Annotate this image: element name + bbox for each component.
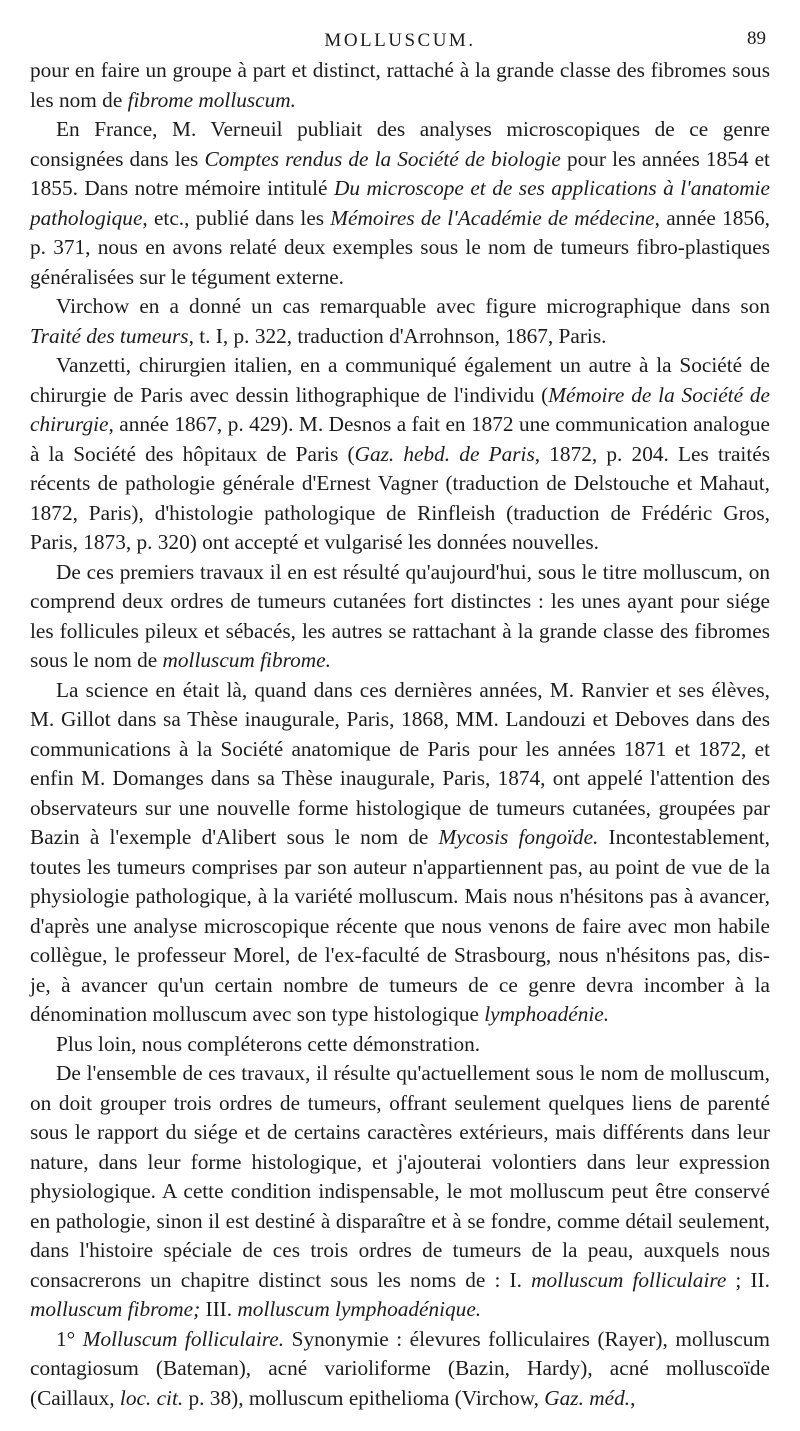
paragraph	[30, 1030, 770, 1060]
text-run: ; II.	[726, 1267, 770, 1292]
running-head	[30, 16, 770, 56]
body-text	[30, 56, 770, 1413]
text-run: , t. I, p. 322, traduction d'Arrohnson, 1867, Paris.	[188, 323, 607, 348]
italic-text: Mémoires de l'Académie de médecine	[330, 205, 655, 230]
book-page	[30, 16, 770, 1413]
paragraph	[30, 351, 770, 558]
text-run: 1°	[56, 1326, 83, 1351]
text-run: pour en faire un groupe à part et distinct, rattaché à la grande classe des fibromes sous les nom de	[30, 58, 770, 112]
italic-text: Traité des tumeurs	[30, 323, 189, 348]
text-run: Incontestablement, toutes les tumeurs comprises par son auteur n'appartiennent pas, au point de vue de la physiologie pathologique, à la variété molluscum. Mais nous n'hésitons pas à avancer, d'après une analyse microscopique récente que nous venons de faire avec mon habile collègue, le professeur Morel, de l'ex-faculté de Strasbourg, nous n'hésitons pas, dis-je, à avancer qu'un certain nombre de tumeurs de ce genre devra incomber à la dénomination molluscum avec son type histologique	[30, 825, 770, 1026]
text-run: De l'ensemble de ces travaux, il résulte qu'actuellement sous le nom de molluscum, on doit grouper trois ordres de tumeurs, offrant seulement quelques liens de parenté sous le rapport du siége et de certains caractères extérieurs, mais différents dans leur nature, dans leur forme histologique, et j'ajouterai volontiers dans leur expression physiologique. A cette condition indispensable, le mot molluscum peut être conservé en pathologie, sinon il est destiné à disparaître et à se fondre, comme détail seulement, dans l'histoire spéciale de ces trois ordres de tumeurs de la peau, auxquels nous consacrerons un chapitre distinct sous les noms de : I.	[30, 1061, 770, 1292]
text-run: , année 1867, p. 429). M. Desnos a fait en 1872 une communication analogue à la Société des hôpitaux de Paris (	[30, 412, 770, 466]
paragraph	[30, 115, 770, 292]
text-run: Vanzetti, chirurgien italien, en a communiqué également un autre à la Société de chirurgie de Paris avec dessin lithographique de l'individu (	[30, 353, 770, 407]
italic-text: molluscum fibrome.	[162, 648, 331, 672]
italic-text: Gaz. méd.	[544, 1385, 631, 1410]
running-title: MOLLUSCUM.	[324, 30, 476, 51]
italic-text: loc. cit.	[119, 1385, 184, 1410]
text-run: De ces premiers travaux il en est résulté qu'aujourd'hui, sous le titre molluscum, on comprend deux ordres de tumeurs cutanées fort distinctes : les unes ayant pour siége les follicules pileux et sébacés, les autres se rattachant à la grande classe des fibromes sous le nom de	[30, 559, 770, 672]
text-run: , 1872, p. 204. Les traités récents de pathologie générale d'Ernest Vagner (traduction de Delstouche et Mahaut, 1872, Paris), d'histologie pathologique de Rinfleish (traduction de Frédéric Gros, Paris, 1873, p. 320) ont accepté et vulgarisé les données nouvelles.	[30, 441, 770, 554]
text-run: pour les années 1854 et 1855. Dans notre mémoire intitulé	[30, 146, 770, 200]
paragraph	[30, 1325, 770, 1414]
italic-text: molluscum fibrome;	[30, 1297, 201, 1321]
text-run: Virchow en a donné un cas remarquable avec figure micrographique dans son	[56, 294, 770, 318]
italic-text: Du microscope et de ses applications à l'anatomie pathologique	[30, 176, 770, 230]
text-run: , etc., publié dans les	[142, 205, 331, 230]
paragraph	[30, 676, 770, 1030]
text-run: La science en était là, quand dans ces dernières années, M. Ranvier et ses élèves, M. Gillot dans sa Thèse inaugurale, Paris, 1868, MM. Landouzi et Deboves dans des communications à la Société anatomique de Paris pour les années 1871 et 1872, et enfin M. Domanges dans sa Thèse inaugurale, Paris, 1874, ont appelé l'attention des observateurs sur une nouvelle forme histologique de tumeurs cutanées, groupées par Bazin à l'exemple d'Alibert sous le nom de	[30, 677, 770, 849]
italic-text: Mycosis fongoïde.	[438, 825, 599, 849]
text-run: p. 38), molluscum epithelioma (Virchow,	[183, 1385, 545, 1410]
italic-text: molluscum lymphoadénique.	[237, 1297, 482, 1321]
italic-text: fibrome molluscum.	[127, 87, 296, 112]
text-run: , année 1856, p. 371, nous en avons relaté deux exemples sous le nom de tumeurs fibro-plastiques généralisées sur le tégument externe.	[30, 205, 771, 289]
italic-text: molluscum folliculaire	[531, 1267, 727, 1292]
italic-text: Molluscum folliculaire.	[82, 1326, 285, 1351]
paragraph	[30, 1059, 770, 1325]
text-run: Plus loin, nous compléterons cette démonstration.	[56, 1031, 481, 1056]
paragraph	[30, 56, 770, 115]
text-run: Synonymie : élevures folliculaires (Rayer), molluscum contagiosum (Bateman), acné varioliforme (Bazin, Hardy), acné molluscoïde (Caillaux,	[30, 1326, 770, 1410]
text-run: III.	[200, 1297, 238, 1321]
italic-text: Gaz. hebd. de Paris	[354, 441, 535, 466]
italic-text: Mémoire de la Société de chirurgie	[30, 382, 770, 436]
paragraph	[30, 292, 770, 351]
italic-text: lymphoadénie.	[484, 1002, 610, 1026]
text-run: ,	[630, 1385, 636, 1410]
text-run: En France, M. Verneuil publiait des analyses microscopiques de ce genre consignées dans les	[30, 117, 770, 171]
italic-text: Comptes rendus de la Société de biologie	[204, 146, 561, 171]
page-number: 89	[747, 28, 766, 49]
paragraph	[30, 558, 770, 676]
